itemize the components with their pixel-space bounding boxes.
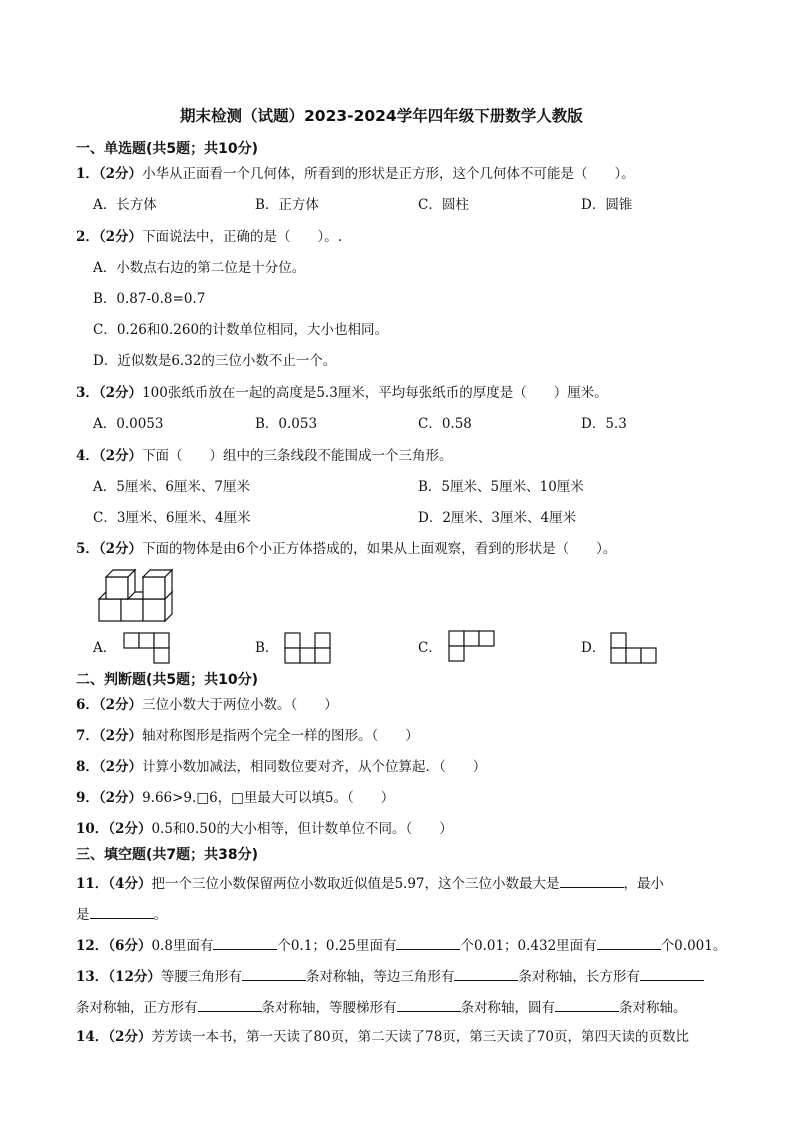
- answer-blank[interactable]: [242, 966, 306, 981]
- question-text: 0.8里面有: [151, 938, 214, 954]
- question-points: （12分）: [108, 969, 161, 985]
- question-points: （2分）: [98, 166, 143, 182]
- option-c: C．3厘米、6厘米、4厘米: [93, 510, 251, 526]
- question-13: [76, 966, 704, 986]
- question-points: （2分）: [98, 385, 143, 401]
- option-b-top-view: [283, 631, 333, 665]
- question-points: （2分）: [98, 759, 143, 775]
- option-a: A．小数点右边的第二位是十分位。: [93, 260, 306, 276]
- question-text: 个0.001。: [660, 938, 727, 954]
- option-a: A．0.0053: [93, 416, 164, 432]
- question-number: 5．: [76, 541, 99, 557]
- question-14: [76, 1028, 689, 1046]
- option-b: B．正方体: [255, 197, 319, 213]
- question-points: （2分）: [98, 229, 143, 245]
- question-number: 14．: [76, 1029, 109, 1045]
- question-number: 7．: [76, 728, 99, 744]
- question-6: [76, 696, 338, 714]
- answer-blank[interactable]: [397, 997, 461, 1012]
- option-d: D．5.3: [581, 416, 627, 432]
- answer-blank[interactable]: [640, 966, 704, 981]
- question-text: 是: [76, 907, 90, 923]
- question-text: 条对称轴，圆有: [460, 1000, 555, 1016]
- question-text: 100张纸币放在一起的高度是5.3厘米，平均每张纸币的厚度是（ ）厘米。: [142, 385, 608, 401]
- cube-front-row: [99, 599, 165, 621]
- page-title: 期末检测（试题）2023-2024学年四年级下册数学人教版: [180, 107, 583, 125]
- question-number: 11．: [76, 876, 109, 892]
- option-c-top-view: [447, 629, 497, 663]
- question-number: 1．: [76, 166, 99, 182]
- question-number: 12．: [76, 938, 109, 954]
- question-points: （2分）: [108, 821, 152, 837]
- question-text: 条对称轴，等腰梯形有: [261, 1000, 397, 1016]
- question-text: ，最小: [623, 876, 665, 892]
- question-points: （6分）: [108, 938, 152, 954]
- answer-blank[interactable]: [560, 873, 624, 888]
- question-11-continued: [76, 904, 167, 924]
- option-b: B．0.87-0.8=0.7: [93, 291, 206, 307]
- question-10: [76, 820, 453, 838]
- answer-blank[interactable]: [90, 904, 154, 919]
- question-text: 等腰三角形有: [160, 969, 242, 985]
- section-heading-single-choice: 一、单选题(共5题；共10分): [76, 141, 259, 157]
- question-5: [76, 540, 616, 558]
- question-text: 下面（ ）组中的三条线段不能围成一个三角形。: [142, 448, 453, 464]
- question-text: 个0.01；0.432里面有: [460, 938, 597, 954]
- question-11: [76, 873, 664, 893]
- question-text: 小华从正面看一个几何体，所看到的形状是正方形，这个几何体不可能是（ ）。: [142, 166, 635, 182]
- question-points: （2分）: [98, 541, 143, 557]
- question-points: （4分）: [108, 876, 152, 892]
- question-text: 下面的物体是由6个小正方体搭成的，如果从上面观察，看到的形状是（ ）。: [142, 541, 617, 557]
- option-d: D．2厘米、3厘米、4厘米: [418, 510, 577, 526]
- answer-blank[interactable]: [198, 997, 262, 1012]
- question-2: [76, 228, 342, 246]
- question-text: 0.5和0.50的大小相等，但计数单位不同。（ ）: [151, 821, 453, 837]
- question-8: [76, 758, 486, 776]
- question-number: 3．: [76, 385, 99, 401]
- question-points: （2分）: [98, 448, 143, 464]
- option-a: A．5厘米、6厘米、7厘米: [93, 479, 251, 495]
- option-b: B．0.053: [255, 416, 318, 432]
- option-d-top-view: [609, 631, 659, 665]
- answer-blank[interactable]: [597, 935, 661, 950]
- option-a: A．: [93, 640, 117, 656]
- question-text: 。: [153, 907, 167, 923]
- question-number: 2．: [76, 229, 99, 245]
- answer-blank[interactable]: [396, 935, 460, 950]
- cube-stack-figure: [96, 568, 178, 624]
- question-points: （2分）: [98, 790, 143, 806]
- question-1: [76, 165, 635, 183]
- option-c: C．圆柱: [418, 197, 469, 213]
- question-number: 4．: [76, 448, 99, 464]
- question-text: 三位小数大于两位小数。（ ）: [142, 697, 338, 713]
- question-text: 个0.1；0.25里面有: [277, 938, 397, 954]
- question-points: （2分）: [98, 697, 143, 713]
- question-text: 轴对称图形是指两个完全一样的图形。（ ）: [142, 728, 419, 744]
- question-text: 条对称轴，长方形有: [518, 969, 640, 985]
- question-9: [76, 789, 394, 807]
- section-heading-true-false: 二、判断题(共5题；共10分): [76, 672, 259, 688]
- cube-upper-right: [143, 570, 172, 599]
- option-c: C．: [418, 640, 442, 656]
- question-text: 把一个三位小数保留两位小数取近似值是5.97，这个三位小数最大是: [151, 876, 560, 892]
- question-text: 下面说法中，正确的是（ ）。.: [142, 229, 343, 245]
- question-number: 9．: [76, 790, 99, 806]
- question-text: 计算小数加减法，相同数位要对齐，从个位算起．（ ）: [142, 759, 487, 775]
- cube-upper-left: [106, 570, 135, 599]
- question-text: 9.66>9.□6，□里最大可以填5。（ ）: [142, 790, 395, 806]
- question-points: （2分）: [108, 1029, 152, 1045]
- option-c: C．0.58: [418, 416, 472, 432]
- answer-blank[interactable]: [454, 966, 518, 981]
- option-b: B．5厘米、5厘米、10厘米: [418, 479, 584, 495]
- answer-blank[interactable]: [555, 997, 619, 1012]
- question-number: 6．: [76, 697, 99, 713]
- question-7: [76, 727, 419, 745]
- option-a: A．长方体: [93, 197, 157, 213]
- question-13-continued: [76, 997, 687, 1017]
- question-points: （2分）: [98, 728, 143, 744]
- option-a-top-view: [122, 631, 172, 665]
- question-3: [76, 384, 608, 402]
- question-text: 芳芳读一本书，第一天读了80页，第二天读了78页，第三天读了70页，第四天读的页数比: [151, 1029, 689, 1045]
- option-d: D．圆锥: [581, 197, 633, 213]
- option-c: C．0.26和0.260的计数单位相同，大小也相同。: [93, 322, 389, 338]
- question-text: 条对称轴，正方形有: [76, 1000, 198, 1016]
- question-number: 13．: [76, 969, 109, 985]
- option-b: B．: [255, 640, 279, 656]
- question-text: 条对称轴。: [619, 1000, 687, 1016]
- question-text: 条对称轴，等边三角形有: [305, 969, 455, 985]
- option-d: D．: [581, 640, 606, 656]
- question-number: 10．: [76, 821, 109, 837]
- question-4: [76, 447, 453, 465]
- section-heading-fill-in: 三、填空题(共7题；共38分): [76, 847, 259, 863]
- question-12: [76, 935, 726, 955]
- question-number: 8．: [76, 759, 99, 775]
- answer-blank[interactable]: [213, 935, 277, 950]
- option-d: D．近似数是6.32的三位小数不止一个。: [93, 353, 337, 369]
